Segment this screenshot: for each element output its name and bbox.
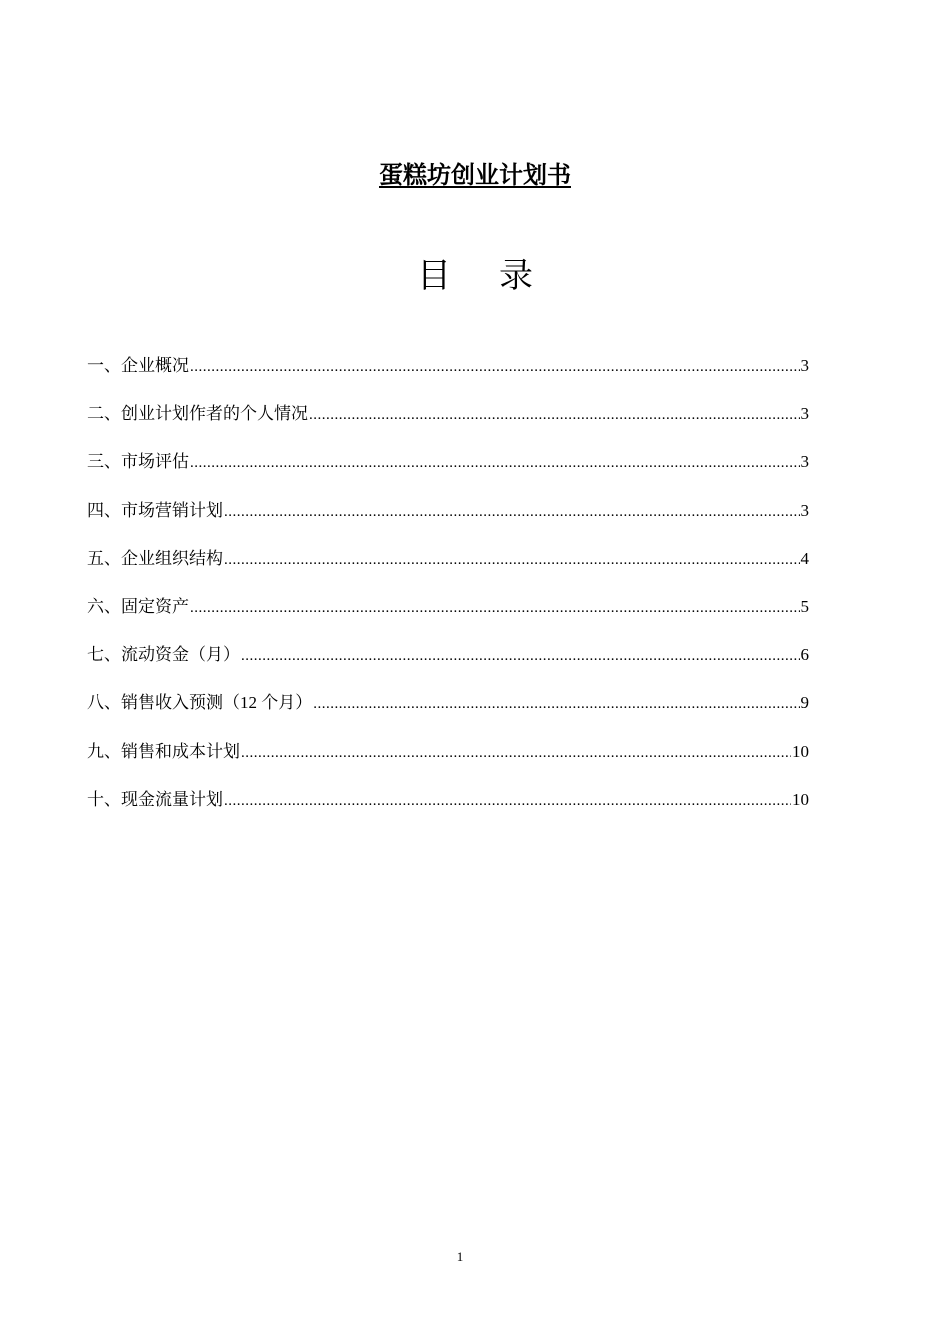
toc-entry-label: 四、市场营销计划 <box>87 500 223 520</box>
toc-entry-label: 五、企业组织结构 <box>87 548 223 568</box>
toc-entry-6[interactable] <box>87 593 809 641</box>
toc-entry-label: 三、市场评估 <box>87 452 189 472</box>
toc-entry-10[interactable] <box>87 786 809 834</box>
toc-entry-page: 10 <box>792 789 809 809</box>
toc-entry-label: 十、现金流量计划 <box>87 789 223 809</box>
toc-dot-leader <box>190 449 800 477</box>
toc-entry-1[interactable] <box>87 352 809 400</box>
toc-dot-leader <box>241 739 791 767</box>
toc-dot-leader <box>224 546 800 574</box>
toc-entry-3[interactable] <box>87 448 809 496</box>
toc-dot-leader <box>190 353 800 381</box>
toc-entry-label: 六、固定资产 <box>87 596 189 616</box>
toc-entry-page: 4 <box>800 548 809 568</box>
toc-dot-leader <box>224 787 791 815</box>
toc-heading-char-1: 目 <box>417 258 451 295</box>
toc-entry-label: 九、销售和成本计划 <box>87 741 240 761</box>
toc-entry-label: 二、创业计划作者的个人情况 <box>87 404 308 424</box>
toc-entry-page: 9 <box>800 693 809 713</box>
toc-entry-label: 八、销售收入预测（12 个月） <box>87 693 313 713</box>
document-title: 蛋糕坊创业计划书 <box>379 163 571 189</box>
toc-heading <box>0 255 950 299</box>
toc-entry-2[interactable] <box>87 400 809 448</box>
toc-entry-5[interactable] <box>87 545 809 593</box>
toc-entry-9[interactable] <box>87 738 809 786</box>
toc-entry-page: 3 <box>800 452 809 472</box>
toc-entry-page: 6 <box>800 645 809 665</box>
toc-entry-8[interactable] <box>87 689 809 737</box>
toc-entry-label: 七、流动资金（月） <box>87 645 240 665</box>
toc-entry-page: 10 <box>792 741 809 761</box>
toc-entry-page: 5 <box>800 596 809 616</box>
toc-dot-leader <box>309 401 800 429</box>
table-of-contents <box>87 352 809 834</box>
toc-entry-page: 3 <box>800 500 809 520</box>
page-number: 1 <box>456 1249 464 1264</box>
toc-entry-page: 3 <box>800 356 809 375</box>
toc-entry-label: 一、企业概况 <box>87 356 189 375</box>
toc-dot-leader <box>241 642 800 670</box>
toc-entry-7[interactable] <box>87 641 809 689</box>
toc-dot-leader <box>190 594 800 622</box>
toc-dot-leader <box>313 690 799 718</box>
toc-entry-page: 3 <box>800 404 809 424</box>
toc-dot-leader <box>224 498 800 526</box>
toc-entry-4[interactable] <box>87 497 809 545</box>
toc-heading-char-2: 录 <box>499 258 533 295</box>
